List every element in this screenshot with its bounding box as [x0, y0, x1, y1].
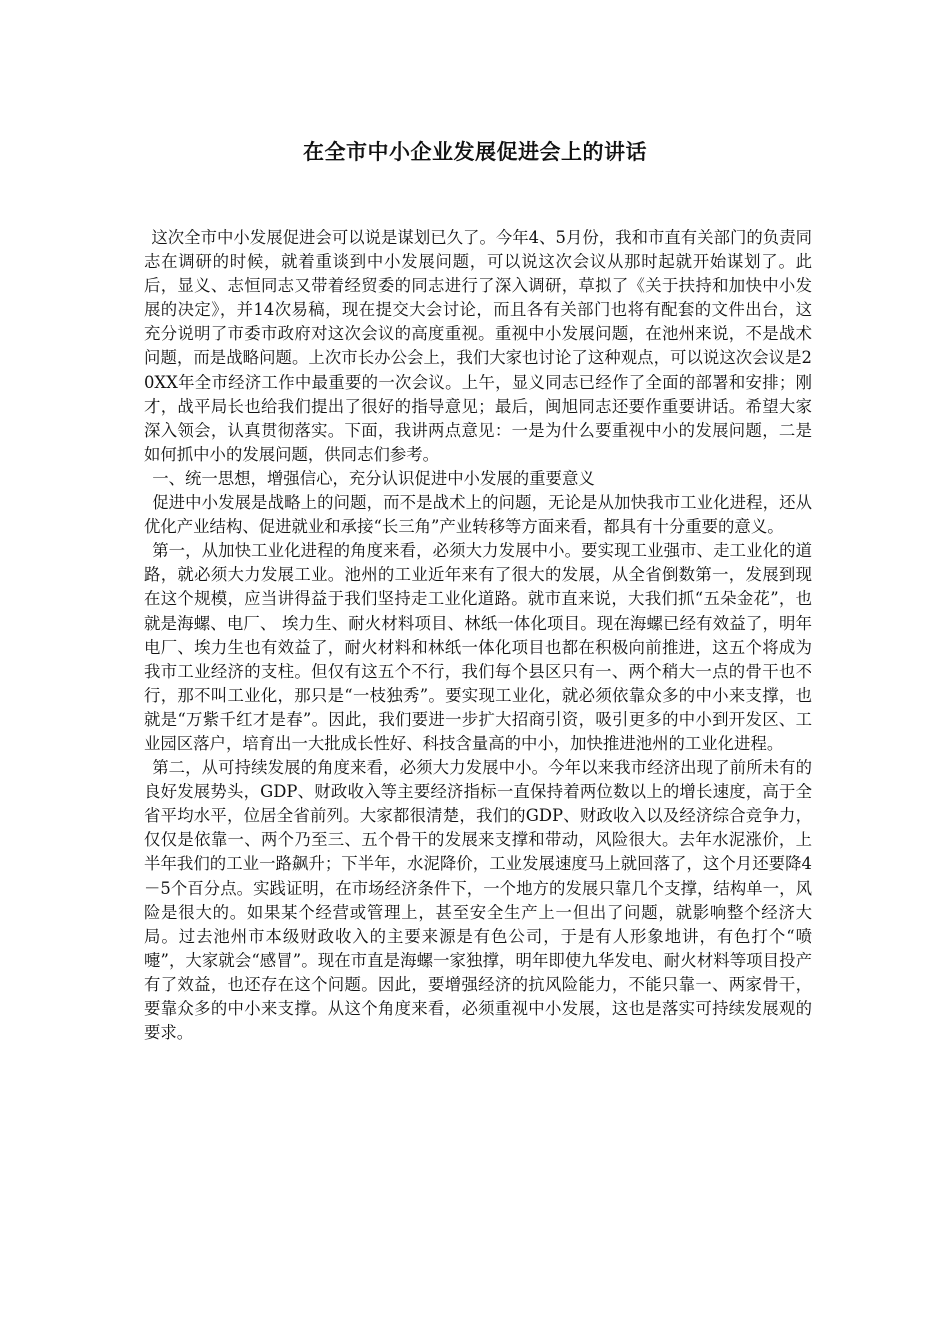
paragraph-second-point: 第二，从可持续发展的角度来看，必须大力发展中小。今年以来我市经济出现了前所未有的良好发展势头，GDP、财政收入等主要经济指标一直保持着两位数以上的增长速度，高于全省平均水平，位居全省前列。大家都很清楚，我们的GDP、财政收入以及经济综合竞争力，仅仅是依靠一、两个乃至三、五个骨干的发展来支撑和带动，风险很大。去年水泥涨价，上半年我们的工业一路飙升；下半年，水泥降价，工业发展速度马上就回落了，这个月还要降4－5个百分点。实践证明，在市场经济条件下，一个地方的发展只靠几个支撑，结构单一，风险是很大的。如果某个经营或管理上，甚至安全生产上一但出了问题，就影响整个经济大局。过去池州市本级财政收入的主要来源是有色公司，于是有人形象地讲，有色打个“喷嚏”，大家就会“感冒”。现在市直是海螺一家独撑，明年即使九华发电、耐火材料等项目投产有了效益，也还存在这个问题。因此，要增强经济的抗风险能力，不能只靠一、两家骨干，要靠众多的中小来支撑。从这个角度来看，必须重视中小发展，这也是落实可持续发展观的要求。: [144, 758, 812, 1043]
paragraph-first-point: 第一，从加快工业化进程的角度来看，必须大力发展中小。要实现工业强市、走工业化的道路，就必须大力发展工业。池州的工业近年来有了很大的发展，从全省倒数第一，发展到现在这个规模，应当讲得益于我们坚持走工业化道路。就市直来说，大我们抓“五朵金花”，也就是海螺、电厂、 埃力生、耐火材料项目、林纸一体化项目。现在海螺已经有效益了，明年电厂、埃力生也有效益了，耐火材料和林纸一体化项目也都在积极向前推进，这五个将成为我市工业经济的支柱。但仅有这五个不行，我们每个县区只有一、两个稍大一点的骨干也不行，那不叫工业化，那只是“一枝独秀”。要实现工业化，就必须依靠众多的中小来支撑，也就是“万紫千红才是春”。因此，我们要进一步扩大招商引资，吸引更多的中小到开发区、工业园区落户，培育出一大批成长性好、科技含量高的中小，加快推进池州的工业化进程。: [144, 541, 812, 753]
paragraph-significance: 促进中小发展是战略上的问题，而不是战术上的问题，无论是从加快我市工业化进程，还从优化产业结构、促进就业和承接“长三角”产业转移等方面来看，都具有十分重要的意义。: [144, 493, 812, 537]
paragraph-intro: 这次全市中小发展促进会可以说是谋划已久了。今年4、5月份，我和市直有关部门的负责同志在调研的时候，就着重谈到中小发展问题，可以说这次会议从那时起就开始谋划了。此后，显义、志恒同志又带着经贸委的同志进行了深入调研，草拟了《关于扶持和加快中小发展的决定》，并14次易稿，现在提交大会讨论，而且各有关部门也将有配套的文件出台，这充分说明了市委市政府对这次会议的高度重视。重视中小发展问题，在池州来说，不是战术问题，而是战略问题。上次市长办公会上，我们大家也讨论了这种观点，可以说这次会议是20XX年全市经济工作中最重要的一次会议。上午，显义同志已经作了全面的部署和安排；刚才，战平局长也给我们提出了很好的指导意见；最后，闽旭同志还要作重要讲话。希望大家深入领会，认真贯彻落实。下面，我讲两点意见：一是为什么要重视中小的发展问题，二是如何抓中小的发展问题，供同志们参考。: [144, 228, 812, 464]
document-body: [144, 226, 812, 1045]
document-title: 在全市中小企业发展促进会上的讲话: [303, 139, 647, 164]
section-heading-1: 一、统一思想，增强信心，充分认识促进中小发展的重要意义: [152, 468, 595, 488]
